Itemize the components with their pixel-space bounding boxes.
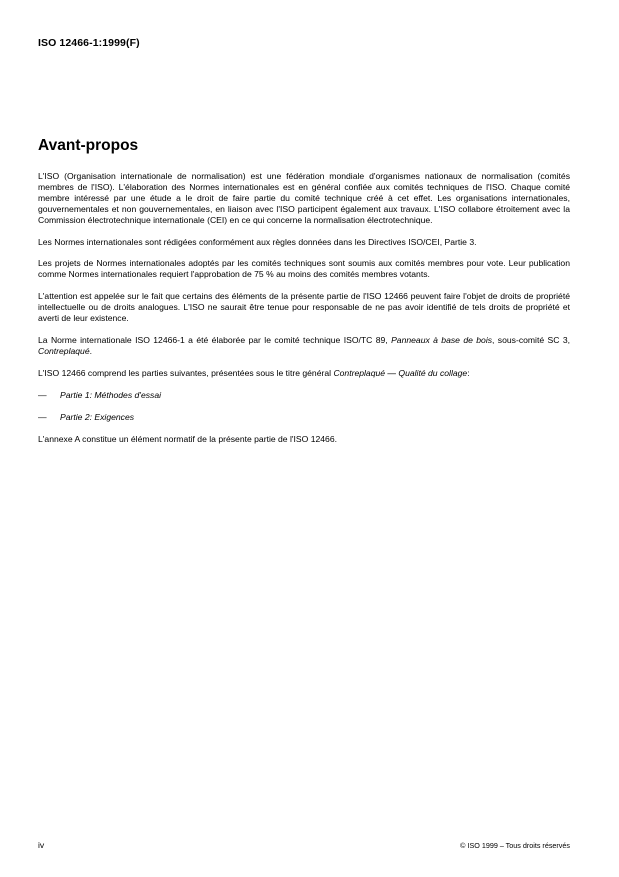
- committee-text-3: .: [89, 345, 92, 356]
- paragraph-iso-organisation: L'ISO (Organisation internationale de normalisation) est une fédération mondiale d'organismes nationaux de normalisation (comités membres de l'ISO). L'élaboration des Normes internationales est en général confiée aux comités techniques de l'ISO. Chaque comité membre intéressé par une étude a le droit de faire partie du comité technique créé à cet effet. Les organisations internationales, gouvernementales et non gouvernementales, en liaison avec l'ISO participent également aux travaux. L'ISO collabore étroitement avec la Commission électrotechnique internationale (CEI) en ce qui concerne la normalisation électrotechnique.: [38, 171, 570, 225]
- foreword-body: [38, 171, 570, 455]
- list-item: [38, 390, 570, 401]
- section-title: Avant-propos: [38, 137, 139, 154]
- general-title: Contreplaqué — Qualité du collage: [333, 367, 468, 378]
- document-code: ISO 12466-1:1999(F): [38, 37, 140, 49]
- subcommittee-name: Contreplaqué: [38, 345, 90, 356]
- dash-bullet: —: [38, 411, 47, 422]
- paragraph-drafts-voting: Les projets de Normes internationales adoptés par les comités techniques sont soumis aux comités membres pour vote. Leur publication comme Normes internationales requiert l'approbation de 75 % au moins des comités membres votants.: [38, 258, 570, 280]
- page-number: iv: [38, 840, 45, 850]
- parts-intro-colon: :: [467, 367, 470, 378]
- paragraph-annex: L'annexe A constitue un élément normatif de la présente partie de l'ISO 12466.: [38, 433, 338, 444]
- committee-name: Panneaux à base de bois: [391, 334, 493, 345]
- parts-intro-text: L'ISO 12466 comprend les parties suivantes, présentées sous le titre général: [38, 367, 334, 378]
- copyright-notice: © ISO 1999 – Tous droits réservés: [460, 841, 570, 850]
- paragraph-patent-rights: L'attention est appelée sur le fait que certains des éléments de la présente partie de l'ISO 12466 peuvent faire l'objet de droits de propriété intellectuelle ou de droits analogues. L'ISO ne saurait être tenue pour responsable de ne pas avoir identifié de tels droits de propriété et averti de leur existence.: [38, 291, 570, 324]
- committee-text-1: La Norme internationale ISO 12466-1 a été élaborée par le comité technique ISO/TC 89,: [38, 334, 392, 345]
- paragraph-committee: [38, 335, 570, 357]
- list-item-text: Partie 1: Méthodes d'essai: [60, 389, 162, 400]
- dash-bullet: —: [38, 389, 47, 400]
- list-item: [38, 412, 570, 423]
- paragraph-directives: Les Normes internationales sont rédigées conformément aux règles données dans les Directives ISO/CEI, Partie 3.: [38, 236, 477, 247]
- committee-text-2: , sous-comité SC 3,: [492, 334, 570, 345]
- paragraph-parts-intro: [38, 368, 570, 379]
- list-item-text: Partie 2: Exigences: [60, 411, 135, 422]
